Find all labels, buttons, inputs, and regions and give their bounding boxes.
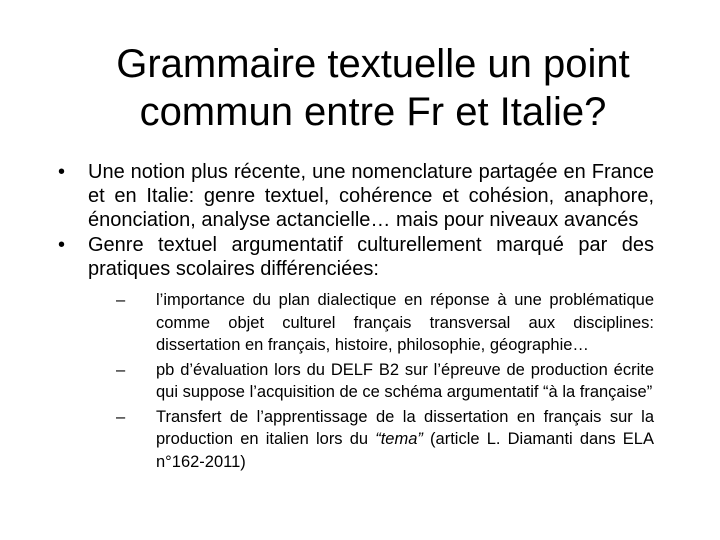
dash-marker: – [116,407,126,426]
subbullet-text: pb d’évaluation lors du DELF B2 sur l’épreuve de production écrite qui suppose l’acquisition de ce schéma argumentatif “à la française” [156,360,654,401]
subbullet-text: l’importance du plan dialectique en réponse à une problématique comme objet culturel français transversal aux disciplines: dissertation en français, histoire, philosophie, géographie… [156,291,654,354]
bullet-marker: • [58,234,66,256]
bullet-text: Une notion plus récente, une nomenclature partagée en France et en Italie: genre textuel, cohérence et cohésion, anaphore, énonciation, analyse actancielle… mais pour niveaux avancés [88,161,654,231]
subbullet-item [116,359,654,404]
subbullet-item [116,289,654,357]
subbullet-text-part: (article L. Diamanti dans ELA n°162-2011) [156,430,654,471]
dash-marker: – [116,360,126,379]
slide-title: Grammaire textuelle un point commun entre Fr et Italie? [116,42,630,134]
dash-marker: – [116,291,126,309]
bullet-text: Genre textuel argumentatif culturellement marqué par des pratiques scolaires différenciées: [88,234,654,280]
bullet-item [58,160,654,232]
bullet-item [58,233,654,281]
bullet-list [58,160,654,475]
subbullet-text-part: Transfert de l’apprentissage de la dissertation en français sur la production en italien lors du [156,407,654,448]
subbullet-list [116,289,654,473]
italic-term: “tema” [375,430,423,448]
bullet-marker: • [58,161,66,183]
subbullet-item [116,406,654,474]
